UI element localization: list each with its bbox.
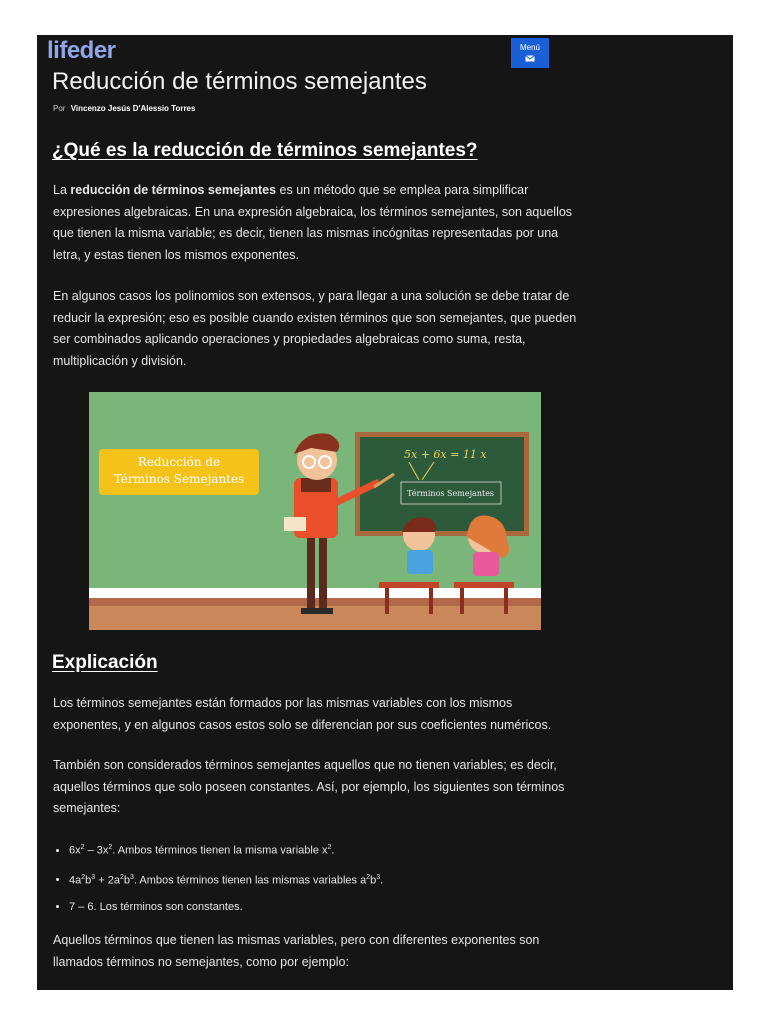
page-title: Reducción de términos semejantes — [52, 68, 427, 95]
list-item: • 7 – 6. Los términos son constantes. — [69, 900, 383, 914]
author-link[interactable]: Vincenzo Jesús D'Alessio Torres — [70, 104, 196, 113]
intro-rest: es un método que se emplea para simplificar expresiones algebraicas. En una expresión algebraica, los términos semejantes, son aquellos que tienen la misma variable; es decir, tienen las mismas incógnitas representadas por una letra, y estas tienen los mismos exponentes. — [53, 183, 573, 262]
menu-label: Menú — [519, 43, 540, 52]
byline — [53, 104, 195, 113]
envelope-icon — [525, 55, 535, 62]
list-item: • $6x^2 - 3x^2$. Ambos términos tienen la misma variable $x^2$. — [69, 841, 383, 858]
paragraph-explanation-1: Los términos semejantes están formados por las mismas variables con los mismos exponentes, y en algunos casos estos solo se diferencian por sus coeficientes numéricos. — [53, 696, 552, 732]
paragraph-explanation-2: También son considerados términos semejantes aquellos que no tienen variables; es decir, aquellos términos que solo poseen constantes. Así, por ejemplo, los siguientes son términos semejantes: — [53, 758, 565, 815]
board-equation: 5x + 6x = 11 x — [404, 448, 487, 461]
intro-lead: La — [53, 183, 67, 197]
paragraph-polynomials: En algunos casos los polinomios son extensos, y para llegar a una solución se debe tratar de reducir la expresión; eso es posible cuando existen términos que son semejantes, que pueden ser combinados aplicando operaciones y propiedades algebraicas como suma, resta, multiplicación y división. — [53, 289, 577, 368]
paragraph-intro — [53, 180, 583, 266]
banner-line-1: Reducción de — [137, 455, 221, 469]
intro-bold-term: reducción de términos semejantes — [70, 183, 277, 197]
site-logo[interactable]: lifeder — [47, 37, 116, 64]
banner-line-2: Términos Semejantes — [113, 472, 245, 486]
article-page — [37, 35, 733, 990]
examples-list — [53, 841, 383, 927]
menu-button[interactable] — [511, 38, 549, 68]
section-heading-what-is: ¿Qué es la reducción de términos semejantes? — [52, 140, 478, 161]
section-heading-explicacion: Explicación — [52, 652, 158, 673]
list-item: • $4a^2b^3 + 2a^2b^3$. Ambos términos tienen las mismas variables $a^2b^3$. — [69, 871, 383, 888]
byline-prefix: Por — [53, 104, 66, 113]
illustration-teacher-classroom — [89, 392, 541, 630]
board-label: Términos Semejantes — [407, 489, 495, 498]
paragraph-explanation-3: Aquellos términos que tienen las mismas variables, pero con diferentes exponentes son llamados términos no semejantes, como por ejemplo: — [53, 933, 540, 969]
